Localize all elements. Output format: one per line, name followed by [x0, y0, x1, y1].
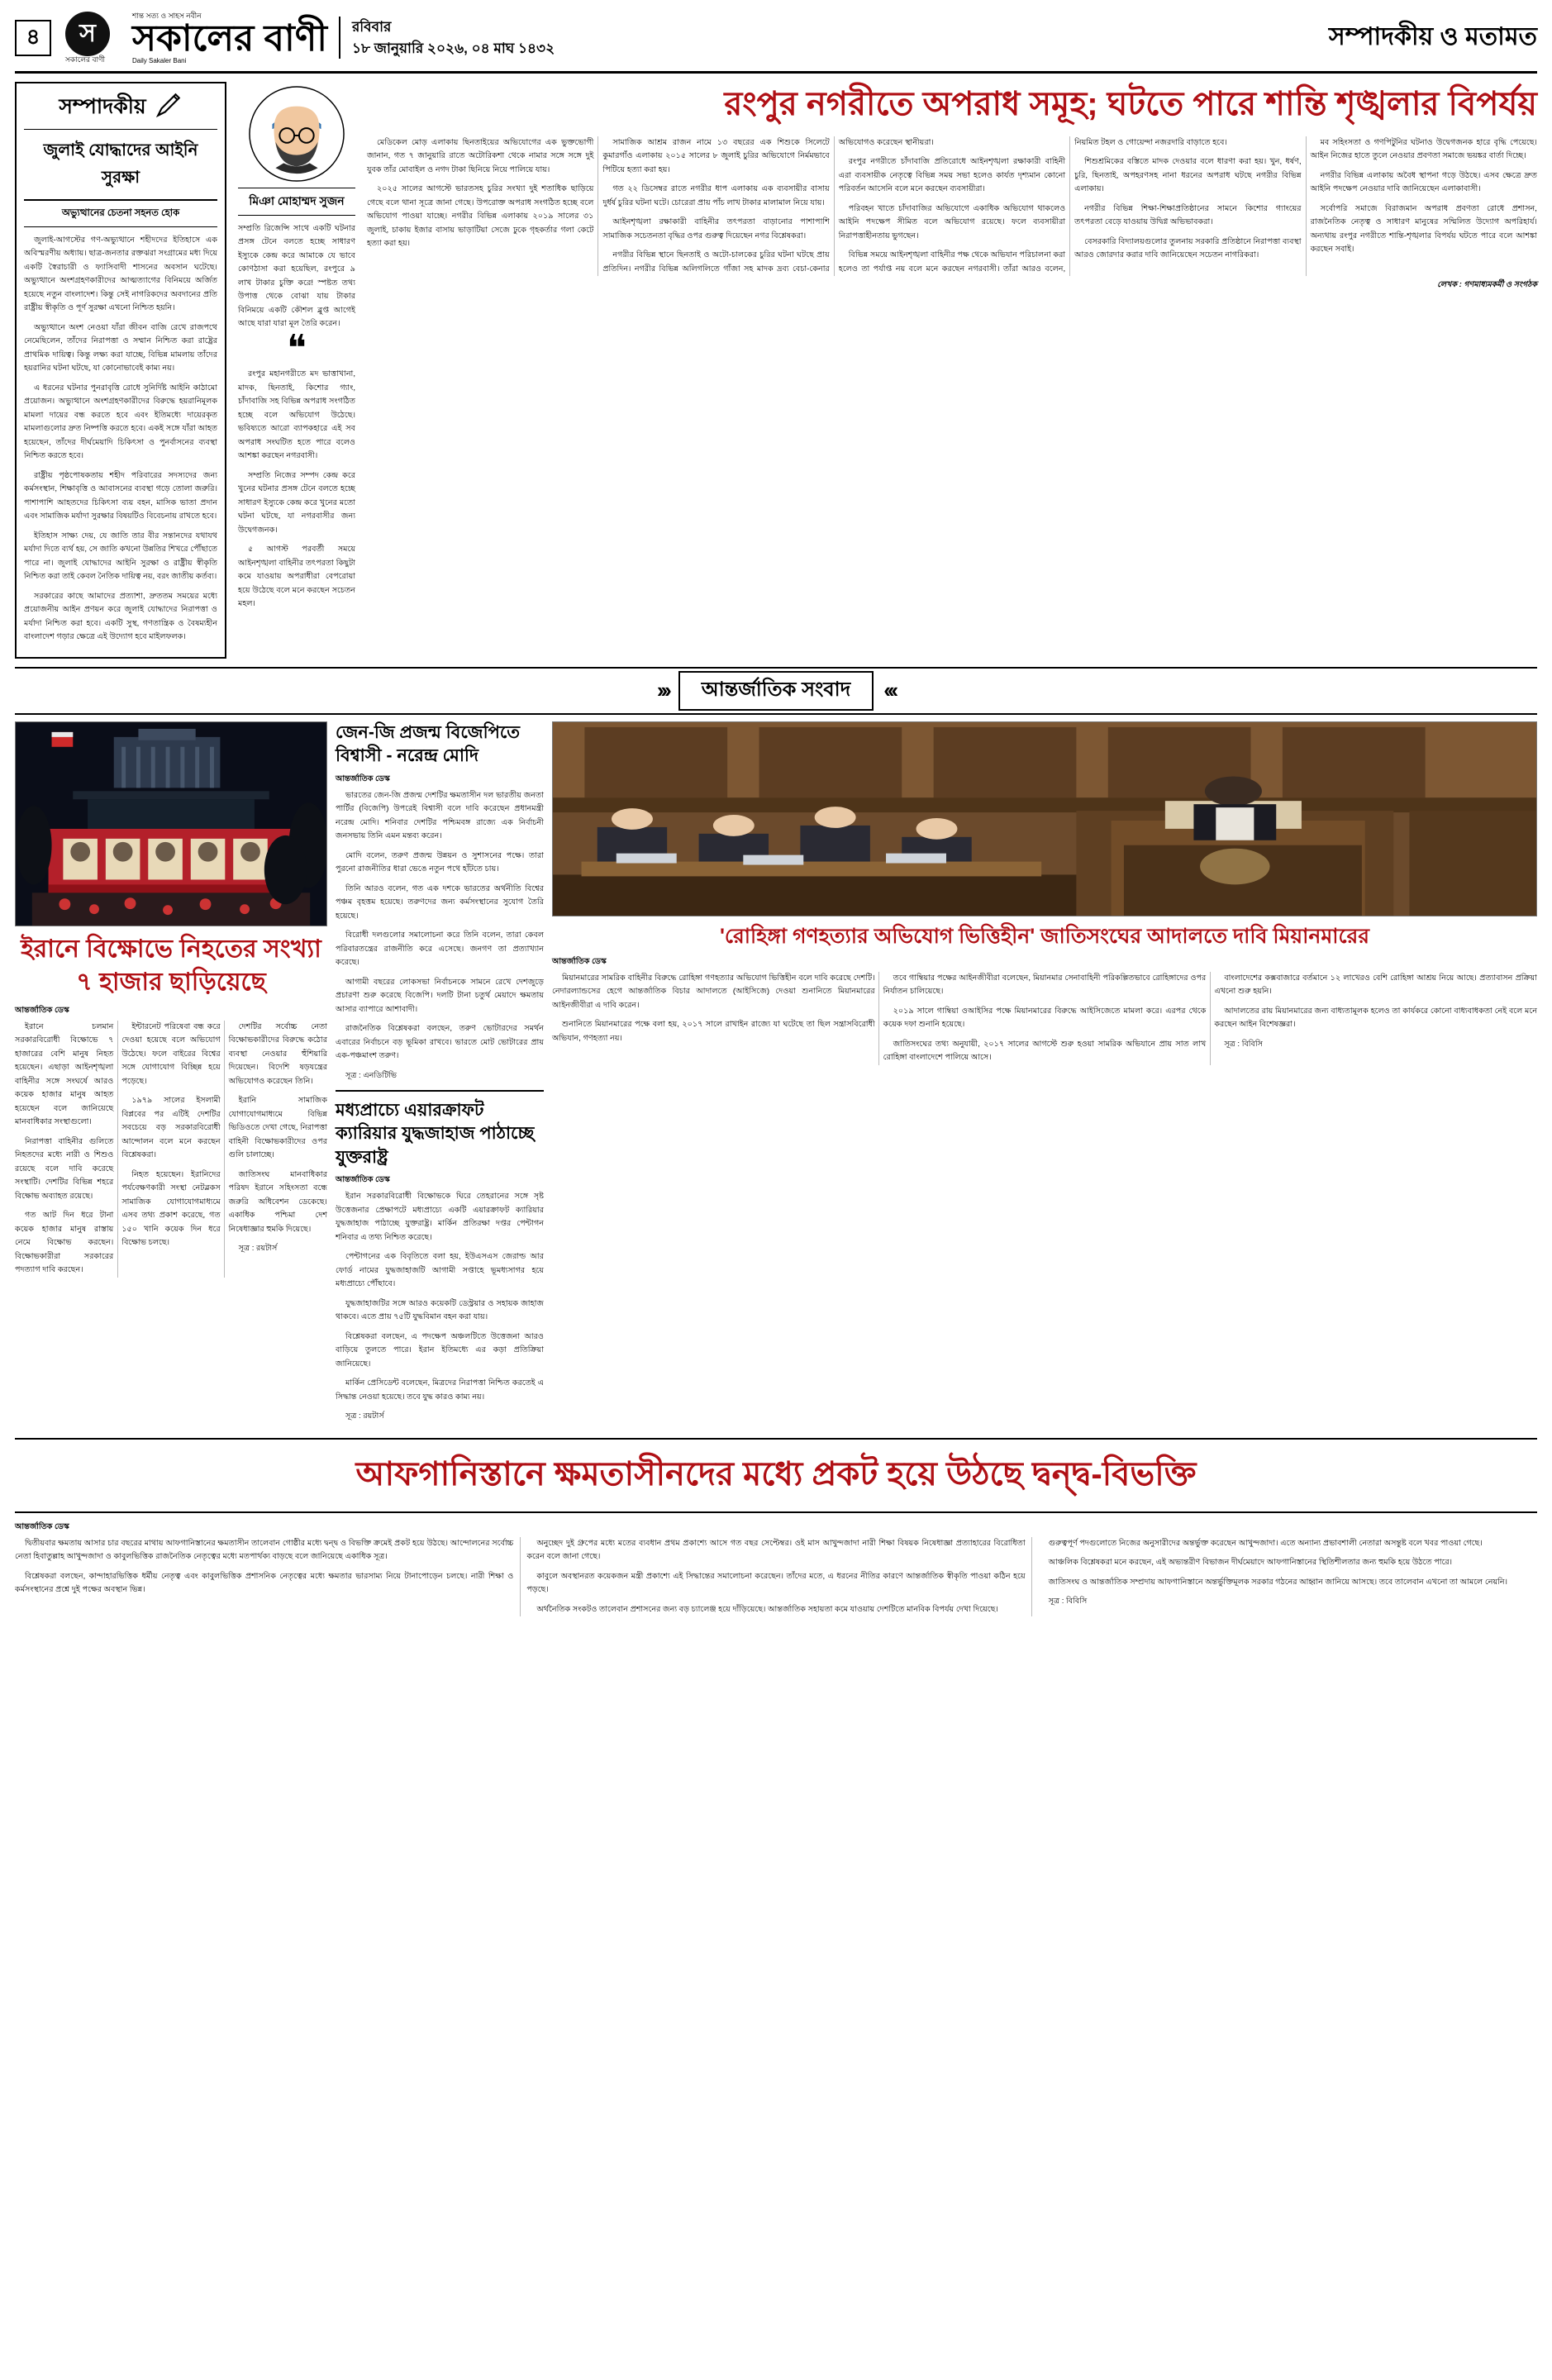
divider [336, 1090, 544, 1092]
paragraph: বিশ্লেষকরা বলছেন, কান্দাহারভিত্তিক ধর্মীয় নেতৃত্ব এবং কাবুলভিত্তিক প্রশাসনিক নেতৃত্বের মধ্যে ক্ষমতার ভারসাম্য নিয়ে টানাপোড়েন চলছে। নারী শিক্ষা ও কর্মসংস্থানের প্রশ্নে দুই পক্ষের অবস্থান ভিন্ন। [15, 1571, 514, 1595]
modi-desk-tag: আন্তর্জাতিক ডেস্ক [336, 774, 390, 783]
paragraph: আঞ্চলিক বিশ্লেষকরা মনে করছেন, এই অভ্যন্তরীণ বিভাজন দীর্ঘমেয়াদে আফগানিস্তানের স্থিতিশীলতার জন্য হুমকি হয়ে উঠতে পারে। [1048, 1558, 1453, 1568]
paragraph: গুরুত্বপূর্ণ পদগুলোতে নিজের অনুসারীদের অন্তর্ভুক্ত করেছেন আখুন্দজাদা। এতে অন্যান্য প্রভাবশালী নেতারা অসন্তুষ্ট বলে খবর পাওয়া গেছে। [1048, 1538, 1483, 1548]
lead-headline: রংপুর নগরীতে অপরাধ সমূহ; ঘটতে পারে শান্তি শৃঙ্খলার বিপর্যয় [724, 85, 1537, 122]
icj-courtroom-photo [552, 721, 1537, 916]
paragraph: নগরীর বিভিন্ন এলাকায় অবৈধ স্থাপনা গড়ে উঠছে। এসব ক্ষেত্রে দ্রুত আইনি পদক্ষেপ নেওয়ার দাবি জানিয়েছেন এলাকাবাসী। [1310, 170, 1537, 194]
lead-byline: লেখক : গণমাধ্যমকর্মী ও সংগঠক [1437, 280, 1537, 290]
editorial-body [24, 234, 217, 645]
editorial-title: জুলাই যোদ্ধাদের আইনি সুরক্ষা [24, 138, 217, 201]
paragraph: ১৯৭৯ সালের ইসলামী বিপ্লবের পর এটিই দেশটির সবচেয়ে বড় সরকারবিরোধী আন্দোলন বলে মনে করছেন বিশ্লেষকরা। [121, 1096, 221, 1160]
carrier-body [336, 1190, 544, 1424]
paragraph: মিয়ানমারের সামরিক বাহিনীর বিরুদ্ধে রোহিঙ্গা গণহত্যার অভিযোগ ভিত্তিহীন বলে দাবি করেছে দেশটি। নেদারল্যান্ডসের হেগে আন্তর্জাতিক বিচার আদালতে (আইসিজে) দেওয়া শুনানিতে মিয়ানমারের আইনজীবীরা এ দাবি করেন। [552, 973, 875, 1010]
carrier-headline: মধ্যপ্রাচ্যে এয়ারক্রাফট ক্যারিয়ার যুদ্ধজাহাজ পাঠাচ্ছে যুক্তরাষ্ট্র [336, 1101, 535, 1167]
iran-article [15, 721, 327, 1430]
paragraph: শিশুশ্রমিকের বস্তিতে মাদক দেওয়ার বলে ধারণা করা হয়। খুন, ধর্ষণ, চুরি, ছিনতাই, অপহরণসহ নানা ধরনের অপরাধ ঘটছে নগরীর বিভিন্ন এলাকায়। [1074, 157, 1302, 194]
mid-zone [15, 721, 1537, 1430]
author-column [235, 82, 359, 659]
paragraph: রাজনৈতিক বিশ্লেষকরা বলছেন, তরুণ ভোটারদের সমর্থন এবারের নির্বাচনে বড় ভূমিকা রাখবে। ভারতে মোট ভোটারের প্রায় এক-পঞ্চমাংশ তরুণ। [336, 1024, 544, 1061]
paragraph: ইরানি সামাজিক যোগাযোগমাধ্যমে বিভিন্ন ভিডিওতে দেখা গেছে, নিরাপত্তা বাহিনী বিক্ষোভকারীদের ওপর গুলি চালাচ্ছে। [228, 1096, 327, 1160]
paragraph: মোদি বলেন, তরুণ প্রজন্ম উন্নয়ন ও সুশাসনের পক্ষে। তারা পুরনো রাজনীতির ধারা ভেঙে নতুন পথে হাঁটতে চায়। [336, 850, 544, 874]
paragraph: কাবুলে অবস্থানরত কয়েকজন মন্ত্রী প্রকাশ্যে এই সিদ্ধান্তের সমালোচনা করেছেন। তাঁদের মতে, এ ধরনের নীতির কারণে আন্তর্জাতিক স্বীকৃতি পাওয়া কঠিন হয়ে পড়ছে। [526, 1571, 1026, 1595]
iran-protest-memorial-photo [15, 721, 327, 926]
paragraph: সর্বোপরি সমাজে বিরাজমান অপরাধ প্রবণতা রোধে প্রশাসন, রাজনৈতিক নেতৃত্ব ও সাধারণ মানুষের সম্মিলিত উদ্যোগ অপরিহার্য। অন্যথায় রংপুর নগরীতে শান্তি-শৃঙ্খলার বিপর্যয় ঘটতে পারে বলে আশঙ্কা করছেন সবাই। [1310, 203, 1537, 255]
paragraph: রংপুর মহানগরীতে মদ ভাত্তাখানা, মাদক, ছিনতাই, কিশোর গ্যাং, চাঁদাবাজি সহ বিভিন্ন অপরাধ সংগঠিত হচ্ছে বলে অভিযোগ উঠেছে। ভবিষ্যতে আরো ব্যাপকহারে এই সব অপরাধ সংঘটিত হতে পারে বলেও আশঙ্কা করছেন নগরবাসী। [238, 369, 355, 461]
paragraph: ভারতের জেন-জি প্রজন্ম দেশটির ক্ষমতাসীন দল ভারতীয় জনতা পার্টির (বিজেপি) উপরেই বিশ্বাসী বলে দাবি করেছেন প্রধানমন্ত্রী নরেন্দ্র মোদি। শনিবার দেশটির পশ্চিমবঙ্গ রাজ্যে এক নির্বাচনী জনসভায় তিনি এমন মন্তব্য করেন। [336, 790, 544, 841]
editorial-heading-label: সম্পাদকীয় [59, 94, 146, 118]
paragraph: আগামী বছরের লোকসভা নির্বাচনকে সামনে রেখে দেশজুড়ে প্রচারণা শুরু করেছে বিজেপি। দলটি টানা চতুর্থ মেয়াদে ক্ষমতায় আসার ব্যাপারে আশাবাদী। [336, 977, 544, 1014]
icj-article [552, 721, 1537, 1430]
modi-body [336, 789, 544, 1083]
paragraph: শুনানিতে মিয়ানমারের পক্ষে বলা হয়, ২০১৭ সালে রাখাইন রাজ্যে যা ঘটেছে তা ছিল সন্ত্রাসবিরোধী অভিযান, গণহত্যা নয়। [552, 1020, 875, 1043]
paragraph: গত ২২ ডিসেম্বর রাতে নগরীর ধাপ এলাকায় এক ব্যবসায়ীর বাসায় দুর্ধর্ষ চুরির ঘটনা ঘটে। চোরেরা প্রায় পাঁচ লাখ টাকার মালামাল নিয়ে যায়। [602, 184, 830, 207]
international-news-banner [15, 667, 1537, 715]
afghan-headline: আফগানিস্তানে ক্ষমতাসীনদের মধ্যে প্রকট হয়ে উঠছে দ্বন্দ্ব-বিভক্তি [15, 1438, 1537, 1513]
iran-headline: ইরানে বিক্ষোভে নিহতের সংখ্যা ৭ হাজার ছাড়িয়েছে [21, 935, 321, 997]
nameplate-english: Daily Sakaler Bani [132, 56, 187, 64]
paragraph: অনুচ্ছেদ দুই গ্রুপের মধ্যে মতের ব্যবধান প্রথম প্রকাশ্যে আসে গত বছর সেপ্টেম্বর। ওই মাস আখুন্দজাদা নারী শিক্ষা বিষয়ক নিষেধাজ্ঞা প্রত্যাহারের বিরোধিতা করেন বলে জানা গেছে। [526, 1538, 1026, 1562]
paragraph: বিশ্লেষকরা বলছেন, এ পদক্ষেপ অঞ্চলটিতে উত্তেজনা আরও বাড়িয়ে তুলতে পারে। ইরান ইতিমধ্যে এর কড়া প্রতিক্রিয়া জানিয়েছে। [336, 1331, 544, 1368]
editorial-subtitle: অভ্যুত্থানের চেতনা সহনত হোক [24, 206, 217, 227]
paragraph: গত আট দিন ধরে টানা কয়েক হাজার মানুষ রাস্তায় নেমে বিক্ষোভ করছেন। বিক্ষোভকারীরা সরকারের পদত্যাগ দাবি করছেন। [15, 1211, 114, 1275]
banner-rule-right [905, 690, 1537, 692]
lead-body [367, 136, 1537, 277]
paragraph: ২০১৯ সালে গাম্বিয়া ওআইসির পক্ষে মিয়ানমারের বিরুদ্ধে আইসিজেতে মামলা করে। এরপর থেকে কয়েক দফা শুনানি হয়েছে। [883, 1006, 1207, 1030]
paragraph: ইতিহাস সাক্ষ্য দেয়, যে জাতি তার বীর সন্তানদের যথাযথ মর্যাদা দিতে ব্যর্থ হয়, সে জাতি কখনো উন্নতির শিখরে পৌঁছাতে পারে না। জুলাই যোদ্ধাদের আইনি সুরক্ষা ও রাষ্ট্রীয় স্বীকৃতি নিশ্চিত করা তাই কেবল নৈতিক দায়িত্ব নয়, বরং জাতীয় কর্তব্য। [24, 531, 217, 582]
editorial-box [15, 82, 226, 659]
modi-carrier-column [336, 721, 544, 1430]
author-portrait [248, 85, 345, 183]
icj-desk-tag: আন্তর্জাতিক ডেস্ক [552, 956, 607, 966]
paragraph: সূত্র : বিবিসি [1224, 1039, 1263, 1049]
quote-mark-icon: ❝ [287, 327, 307, 369]
paragraph: জুলাই-আগস্টের গণ-অভ্যুত্থানে শহীদদের ইতিহাসে এক অবিস্মরণীয় অধ্যায়। ছাত্র-জনতার রক্তঝরা সংগ্রামের মধ্য দিয়ে একটি স্বৈরাচারী ও ফ্যাসিবাদী শাসনের অবসান ঘটেছে। অভ্যুত্থানে অংশগ্রহণকারীদের আত্মত্যাগের বিনিময়ে অর্জিত হয়েছে নতুন বাংলাদেশ। কিন্তু সেই নাগরিকদের অবদানের প্রতি রাষ্ট্রীয় স্বীকৃতি ও পূর্ণ সুরক্ষা এখনো নিশ্চিত হয়নি। [24, 235, 217, 313]
paragraph: ইন্টারনেট পরিষেবা বন্ধ করে দেওয়া হয়েছে বলে অভিযোগ উঠেছে। ফলে বাইরের বিশ্বের সঙ্গে যোগাযোগ বিচ্ছিন্ন হয়ে পড়েছে। [121, 1021, 221, 1086]
afghan-article [15, 1438, 1537, 1617]
paragraph: ৫ আগস্ট পরবর্তী সময়ে আইনশৃঙ্খলা বাহিনীর তৎপরতা কিছুটা কমে যাওয়ায় অপরাধীরা বেপরোয়া হয়ে উঠেছে বলে মনে করছেন সচেতন মহল। [238, 545, 355, 609]
afghan-body [15, 1537, 1537, 1617]
paragraph: দ্বিতীয়বার ক্ষমতায় আসার চার বছরের মাথায় আফগানিস্তানের ক্ষমতাসীন তালেবান গোষ্ঠীর মধ্যে দ্বন্দ্ব ও বিভক্তি ক্রমেই প্রকট হয়ে উঠছে। আন্দোলনের সর্বোচ্চ নেতা হিবাতুল্লাহ আখুন্দজাদা ও কাবুলভিত্তিক রাজনৈতিক নেতৃত্বের মধ্যে মতপার্থক্য বাড়ছে বলে জানিয়েছে একাধিক সূত্র। [15, 1538, 514, 1562]
paragraph: তবে গাম্বিয়ার পক্ষের আইনজীবীরা বলেছেন, মিয়ানমার সেনাবাহিনী পরিকল্পিতভাবে রোহিঙ্গাদের ওপর নির্যাতন চালিয়েছে। [883, 973, 1207, 997]
paragraph: বিরোধী দলগুলোর সমালোচনা করে তিনি বলেন, তারা কেবল পরিবারতন্ত্রের রাজনীতি করে এসেছে। জনগণ তা প্রত্যাখ্যান করেছে। [336, 931, 544, 968]
paragraph: দেশটির সর্বোচ্চ নেতা বিক্ষোভকারীদের বিরুদ্ধে কঠোর ব্যবস্থা নেওয়ার হুঁশিয়ারি দিয়েছেন। বিদেশি ষড়যন্ত্রের অভিযোগও করেছেন তিনি। [228, 1021, 327, 1086]
chevron-left-icon: ‹‹‹ [883, 678, 896, 703]
paragraph: সূত্র : এনডিটিভি [345, 1070, 398, 1080]
paragraph: বেসরকারি বিদ্যালয়গুলোর তুলনায় সরকারি প্রতিষ্ঠানে নিরাপত্তা ব্যবস্থা আরও জোরদার করার দাবি জানিয়েছেন সচেতন নাগরিকরা। [1074, 236, 1302, 260]
icj-headline: 'রোহিঙ্গা গণহত্যার অভিযোগ ভিত্তিহীন' জাতিসংঘের আদালতে দাবি মিয়ানমারের [719, 924, 1370, 948]
paragraph: আদালতের রায় মিয়ানমারের জন্য বাধ্যতামূলক হলেও তা কার্যকরে কোনো বাধ্যবাধকতা নেই বলে মনে করছেন আইন বিশেষজ্ঞরা। [1214, 1006, 1537, 1030]
paragraph: পেন্টাগনের এক বিবৃতিতে বলা হয়, ইউএসএস জেরাল্ড আর ফোর্ড নামের যুদ্ধজাহাজটি আগামী সপ্তাহে ভূমধ্যসাগর হয়ে মধ্যপ্রাচ্যে পৌঁছাবে। [336, 1252, 544, 1289]
paragraph: তিনি আরও বলেন, গত এক দশকে ভারতের অর্থনীতি বিশ্বের পঞ্চম বৃহত্তম হয়েছে। তরুণদের জন্য কর্মসংস্থানের সুযোগ তৈরি হয়েছে। [336, 883, 544, 921]
carrier-desk-tag: আন্তর্জাতিক ডেস্ক [336, 1175, 390, 1185]
nameplate-block [132, 12, 327, 64]
paragraph: আইনশৃঙ্খলা রক্ষাকারী বাহিনীর তৎপরতা বাড়ানোর পাশাপাশি সামাজিক সচেতনতা বৃদ্ধির ওপর গুরুত্ব দিয়েছেন নগর বিশ্লেষকরা। [602, 217, 830, 240]
paragraph: মেডিকেল মোড় এলাকায় ছিনতাইয়ের অভিযোগের এক ভুক্তভোগী জানান, গত ৭ জানুয়ারি রাতে অটোরিকশা থেকে নামার সঙ্গে সঙ্গে দুই যুবক তাঁর মোবাইল ও নগদ টাকা ছিনিয়ে নিয়ে পালিয়ে যায়। [367, 137, 594, 174]
nameplate-title: সকালের বাণী [132, 17, 327, 59]
weekday: রবিবার [351, 19, 392, 36]
page-number: ৪ [15, 20, 51, 56]
masthead [15, 12, 1537, 74]
paragraph: জাতিসংঘ মানবাধিকার পরিষদ ইরানে সহিংসতা বন্ধে জরুরি অধিবেশন ডেকেছে। একাধিক পশ্চিমা দেশ নিষেধাজ্ঞার হুমকি দিয়েছে। [228, 1169, 327, 1234]
paragraph: মার্কিন প্রেসিডেন্ট বলেছেন, মিত্রদের নিরাপত্তা নিশ্চিত করতেই এ সিদ্ধান্ত নেওয়া হয়েছে। তবে যুদ্ধ কারও কাম্য নয়। [336, 1378, 544, 1402]
publication-logo-icon: স [65, 12, 110, 56]
paragraph: ইরানে চলমান সরকারবিরোধী বিক্ষোভে ৭ হাজারের বেশি মানুষ নিহত হয়েছেন। এছাড়া আইনশৃঙ্খলা বাহিনীর সঙ্গে সংঘর্ষে আরও কয়েক হাজার মানুষ আহত হয়েছেন বলে জানিয়েছে মানবাধিকার সংস্থাগুলো। [15, 1021, 114, 1127]
author-body [238, 368, 355, 612]
editorial-heading [24, 90, 217, 130]
author-name: মিঞা মোহাম্মদ সুজন [238, 188, 355, 216]
paragraph: জাতিসংঘ ও আন্তর্জাতিক সম্প্রদায় আফগানিস্তানে অন্তর্ভুক্তিমূলক সরকার গঠনের আহ্বান জানিয়ে আসছে। তবে তালেবান এখনো তা আমলে নেয়নি। [1048, 1577, 1508, 1587]
paragraph: সূত্র : রয়টার্স [238, 1244, 278, 1254]
full-date: ১৮ জানুয়ারি ২০২৬, ০৪ মাঘ ১৪৩২ [351, 40, 555, 56]
paragraph: রংপুর নগরীতে চাঁদাবাজি প্রতিরোধে আইনশৃঙ্খলা রক্ষাকারী বাহিনী এরা ব্যবসায়ীক নেতৃত্বে বিভিন্ন সময় সভা হলেও কার্যত দৃশ্যমান কোনো পরিবর্তন আসেনি বলে মনে করছেন ব্যবসায়ীরা। [838, 157, 1066, 194]
paragraph: অভ্যুত্থানে অংশ নেওয়া যাঁরা জীবন বাজি রেখে রাজপথে নেমেছিলেন, তাঁদের নিরাপত্তা ও সম্মান নিশ্চিত করা রাষ্ট্রের প্রাথমিক দায়িত্ব। কিন্তু লক্ষ্য করা যাচ্ছে, বিভিন্ন মামলায় তাঁদের হয়রানির ঘটনা ঘটছে, যা কোনোভাবেই কাম্য নয়। [24, 322, 217, 374]
top-zone [15, 82, 1537, 659]
paragraph: সূত্র : বিবিসি [1048, 1597, 1088, 1606]
logo-caption: সকালের বাণী [64, 55, 106, 64]
paragraph: এ ধরনের ঘটনার পুনরাবৃত্তি রোধে সুনির্দিষ্ট আইনি কাঠামো প্রয়োজন। অভ্যুত্থানে অংশগ্রহণকারীদের বিরুদ্ধে হয়রানিমূলক মামলা দায়ের বন্ধ করতে হবে এবং ইতিমধ্যে দায়েরকৃত মামলাগুলোর দ্রুত নিষ্পত্তি করতে হবে। একই সঙ্গে যাঁরা আহত হয়েছেন, তাঁদের দীর্ঘমেয়াদি চিকিৎসা ও পুনর্বাসনের ব্যবস্থা নিশ্চিত করতে হবে। [24, 383, 217, 461]
paragraph: জাতিসংঘের তথ্য অনুযায়ী, ২০১৭ সালের আগস্টে শুরু হওয়া সামরিক অভিযানে প্রায় সাত লাখ রোহিঙ্গা বাংলাদেশে পালিয়ে আসে। [883, 1039, 1207, 1063]
paragraph: নগরীর বিভিন্ন স্থানে ছিনতাই ও অটো-চালকের চুরির ঘটনা ঘটছে প্রায় প্রতিদিন। নগরীর বিভিন্ন অলিগলিতে গাঁজা সহ মাদক দ্রব্য বেচা-কেনার অভিযোগও করেছেন স্থানীয়রা। [602, 137, 934, 274]
date-block [339, 17, 555, 59]
banner-rule-left [15, 690, 647, 692]
paragraph: সামাজিক আশ্রম রাজন নামে ১৩ বছরের এক শিশুকে সিলেটে কুমারগাঁও এলাকায় ২০১৫ সালের ৮ জুলাই চুরির অভিযোগে নির্মমভাবে পিটিয়ে হত্যা করা হয়। [602, 137, 830, 174]
paragraph: বিভিন্ন সময়ে আইনশৃঙ্খলা বাহিনীর পক্ষ থেকে অভিযান পরিচালনা করা হলেও তা পর্যাপ্ত নয় বলে মনে করছেন নগরবাসী। তাঁরা আরও বলেন, নিয়মিত টহল ও গোয়েন্দা নজরদারি বাড়াতে হবে। [838, 137, 1227, 274]
paragraph: নিরাপত্তা বাহিনীর গুলিতে নিহতদের মধ্যে নারী ও শিশুও রয়েছে বলে দাবি করেছে সংস্থাটি। দেশটির বিভিন্ন শহরে বিক্ষোভ অব্যাহত রয়েছে। [15, 1136, 114, 1201]
author-intro: সম্প্রতি রিজেন্সি সাথে একটি ঘটনার প্রসঙ্গ টেনে বলতে হচ্ছে সাধারণ ইস্যুকে কেন্দ্র করে আমাকে যে ভাবে কোণঠাসা করা হয়েছিল, রংপুরে ৯ লাখ টাকার চুক্তি করে! স্পষ্টত তথ্য উপাত্ত থেকে বোঝা যায় টাকার বিনিময়ে একটি কৌশল ব্লুপ্ত আগেই আছে যারা যারা মূল তৈরি করেন। [238, 223, 355, 329]
section-title: সম্পাদকীয় ও মতামত [1328, 23, 1537, 51]
iran-desk-tag: আন্তর্জাতিক ডেস্ক [15, 1005, 69, 1015]
paragraph: যুদ্ধজাহাজটির সঙ্গে আরও কয়েকটি ডেস্ট্রয়ার ও সহায়ক জাহাজ থাকবে। এতে প্রায় ৭৫টি যুদ্ধবিমান বহন করা যায়। [336, 1298, 544, 1322]
modi-headline: জেন-জি প্রজন্ম বিজেপিতে বিশ্বাসী - নরেন্দ্র মোদি [336, 722, 521, 766]
paragraph: ইরান সরকারবিরোধী বিক্ষোভকে ঘিরে তেহরানের সঙ্গে সৃষ্ট উত্তেজনার প্রেক্ষাপটে মধ্যপ্রাচ্যে একটি এয়ারক্রাফট ক্যারিয়ার যুদ্ধজাহাজ পাঠাচ্ছে যুক্তরাষ্ট্র। মার্কিন প্রতিরক্ষা দপ্তর পেন্টাগন শনিবার এ তথ্য নিশ্চিত করেছে। [336, 1192, 544, 1242]
pen-icon [155, 91, 183, 125]
icj-body [552, 972, 1537, 1065]
paragraph: সরকারের কাছে আমাদের প্রত্যাশা, দ্রুততম সময়ের মধ্যে প্রয়োজনীয় আইন প্রণয়ন করে জুলাই যোদ্ধাদের নিরাপত্তা ও মর্যাদা নিশ্চিত করা হবে। একটি সুস্থ, গণতান্ত্রিক ও বৈষম্যহীন বাংলাদেশ গড়ার ক্ষেত্রে এই উদ্যোগ হবে মাইলফলক। [24, 591, 217, 642]
international-news-label: আন্তর্জাতিক সংবাদ [678, 671, 874, 711]
paragraph: অর্থনৈতিক সংকটও তালেবান প্রশাসনের জন্য বড় চ্যালেঞ্জ হয়ে দাঁড়িয়েছে। আন্তর্জাতিক সহায়তা কমে যাওয়ায় দেশটিতে মানবিক বিপর্যয় দেখা দিয়েছে। [536, 1604, 998, 1614]
paragraph: ২০২৫ সালের আগস্টে ভারতসহ চুরির সংখ্যা দুই শতাধিক ছাড়িয়ে গেছে বলে থানা সূত্রে জানা গেছে। উপরোক্ত অপরাধ সংগঠিত হচ্ছে বলে অভিযোগ পাওয়া যাচ্ছে। নগরীর বিভিন্ন এলাকায় ২০১৯ সালের ৩১ জুলাই, চাকায় ইজার বাসায় ভাড়াটিয়া সেজে ঢুকে গৃহকর্তার গলা কেটে হত্যা করা হয়। [367, 184, 594, 249]
paragraph: বাংলাদেশের কক্সবাজারে বর্তমানে ১২ লাখেরও বেশি রোহিঙ্গা আশ্রয় নিয়ে আছে। প্রত্যাবাসন প্রক্রিয়া এখনো শুরু হয়নি। [1214, 973, 1537, 997]
paragraph: নিহত হয়েছেন। ইরানিদের পর্যবেক্ষণকারী সংস্থা নেটব্লকস সামাজিক যোগাযোগমাধ্যমে এসব তথ্য প্রকাশ করেছে, গত ১৫০ খানি কয়েক দিন ধরে বিক্ষোভ চলছে। [121, 1169, 221, 1248]
lead-article [367, 82, 1537, 659]
paragraph: রাষ্ট্রীয় পৃষ্ঠপোষকতায় শহীদ পরিবারের সদস্যদের জন্য কর্মসংস্থান, শিক্ষাবৃত্তি ও আবাসনের ব্যবস্থা গড়ে তোলা জরুরি। পাশাপাশি আহতদের চিকিৎসা ব্যয় বহন, মাসিক ভাতা প্রদান এবং সামাজিক মর্যাদা সুরক্ষার বিষয়টিও বিবেচনায় রাখতে হবে। [24, 470, 217, 521]
nameplate-tagline: শান্ত সত্য ও সাহস নবীন [132, 12, 202, 21]
paragraph: পরিবহন খাতে চাঁদাবাজির অভিযোগে একাধিক অভিযোগ থাকলেও আইনি পদক্ষেপ সীমিত বলে অভিযোগ রয়েছে। ফলে ব্যবসায়ীরা নিরাপত্তাহীনতায় ভুগছেন। [838, 203, 1066, 240]
chevron-right-icon: ››› [656, 678, 669, 703]
afghan-desk-tag: আন্তর্জাতিক ডেস্ক [15, 1521, 69, 1531]
iran-body [15, 1021, 327, 1278]
paragraph: নগরীর বিভিন্ন শিক্ষা-শিক্ষাপ্রতিষ্ঠানের সামনে কিশোর গ্যাংয়ের তৎপরতা বেড়ে যাওয়ায় উদ্বিগ্ন অভিভাবকরা। [1074, 203, 1302, 227]
paragraph: মব সহিংসতা ও গণপিটুনির ঘটনাও উদ্বেগজনক হারে বৃদ্ধি পেয়েছে। আইন নিজের হাতে তুলে নেওয়ার প্রবণতা সমাজে ভয়ঙ্কর বার্তা দিচ্ছে। [1310, 137, 1537, 161]
paragraph: সূত্র : রয়টার্স [345, 1411, 384, 1421]
paragraph: সম্প্রতি নিজের সম্পদ কেন্দ্র করে খুনের ঘটনার প্রসঙ্গ টেনে বলতে হচ্ছে সাধারণ ইস্যুকে কেন্দ্র করে খুনের মতো ঘটনা ঘটছে, যা নগরবাসীর জন্য উদ্বেগজনক। [238, 470, 355, 535]
